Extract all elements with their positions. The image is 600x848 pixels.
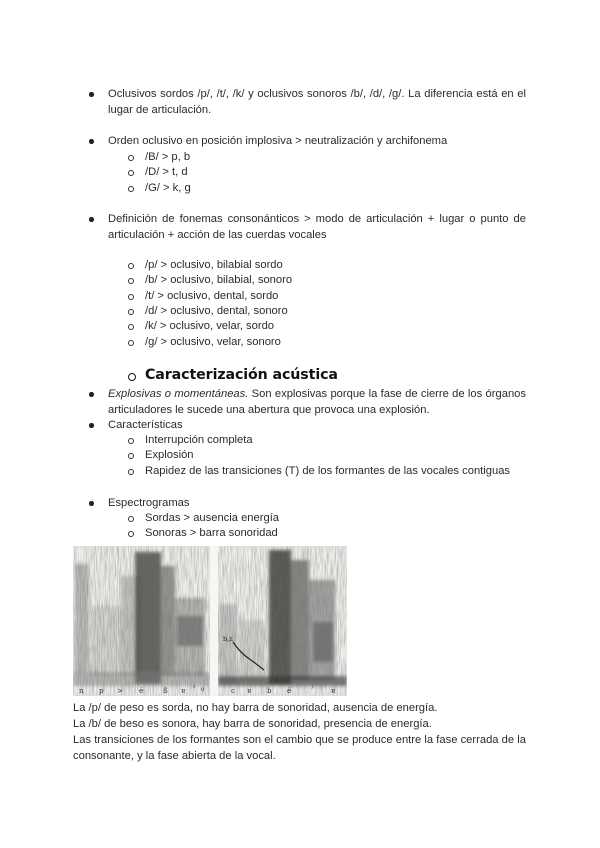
sub-bullet-transiciones: Rapidez de las transiciones (T) de los formantes de las vocales contiguas (145, 464, 526, 479)
symbol-left-5: ɐ (181, 687, 186, 695)
symbol-right-5: ɐ (331, 687, 336, 695)
bullet-caracteristicas: Características (108, 417, 526, 433)
sub-bullet-archifonema-g: /G/ > k, g (145, 182, 191, 194)
caption-b-sonora: La /b/ de beso es sonora, hay barra de sonoridad, presencia de energía. (73, 718, 432, 730)
sub-bullet-fonema-b: /b/ > oclusivo, bilabial, sonoro (145, 274, 293, 286)
explosivas-term: Explosivas o momentáneas. (108, 388, 249, 400)
sub-bullet-sonoras: Sonoras > barra sonoridad (145, 527, 278, 539)
sub-bullet-sordas: Sordas > ausencia energía (145, 512, 280, 524)
sub-bullet-fonema-g: /g/ > oclusivo, velar, sonoro (145, 336, 281, 348)
spectrogram-image (73, 546, 347, 696)
spectrogram-graphic (73, 546, 347, 696)
sub-bullet-interrupcion: Interrupción completa (145, 434, 253, 446)
bullet-definicion: Definición de fonemas consonánticos > modo de articulación + lugar o punto de articulación + acción de las cuerdas vocales (108, 213, 526, 241)
symbol-right-1: ɐ (247, 687, 252, 695)
caption-transiciones: Las transiciones de los formantes son el cambio que se produce entre la fase cerrada de la consonante, y la fase abierta de la vocal. (73, 734, 526, 762)
sub-bullet-fonema-t: /t/ > oclusivo, dental, sordo (145, 290, 279, 302)
symbol-left-1: p (99, 687, 104, 695)
symbol-left-7: º (201, 687, 205, 695)
symbol-left-0: ꞑ (79, 687, 84, 695)
sub-bullet-fonema-k: /k/ > oclusivo, velar, sordo (145, 320, 275, 332)
symbol-left-6: ˢ (193, 684, 196, 692)
sub-bullet-explosion: Explosión (145, 449, 194, 461)
bullet-explosivas (108, 386, 526, 418)
sub-bullet-archifonema-d: /D/ > t, d (145, 166, 188, 178)
sub-bullet-archifonema-b: /B/ > p, b (145, 151, 191, 163)
symbol-left-4: ß (163, 687, 168, 695)
symbol-left-3: é (139, 687, 144, 695)
bullet-espectrogramas: Espectrogramas (108, 495, 526, 511)
caption-p-sorda: La /p/ de peso es sorda, no hay barra de sonoridad, ausencia de energía. (73, 702, 438, 714)
bullet-orden-oclusivo: Orden oclusivo en posición implosiva > neutralización y archifonema (108, 133, 526, 149)
symbol-right-3: é (287, 687, 292, 695)
sub-bullet-fonema-d: /d/ > oclusivo, dental, sonoro (145, 305, 288, 317)
symbol-right-4: ʲ (311, 684, 313, 692)
spectrogram-annotation: b,z (223, 635, 233, 643)
section-heading: Caracterización acústica (145, 367, 338, 383)
explosivas-text: Son explosivas porque la fase de cierre de los órganos articuladores le sucede una abertura que provoca una explosión. (108, 388, 526, 416)
symbol-right-2: b (267, 687, 272, 695)
symbol-right-0: c (231, 687, 235, 695)
sub-bullet-fonema-p: /p/ > oclusivo, bilabial sordo (145, 259, 283, 271)
symbol-left-2: > (117, 687, 123, 695)
bullet-oclusivos-intro: Oclusivos sordos /p/, /t/, /k/ y oclusivos sonoros /b/, /d/, /g/. La diferencia está en el lugar de articulación. (108, 88, 526, 116)
